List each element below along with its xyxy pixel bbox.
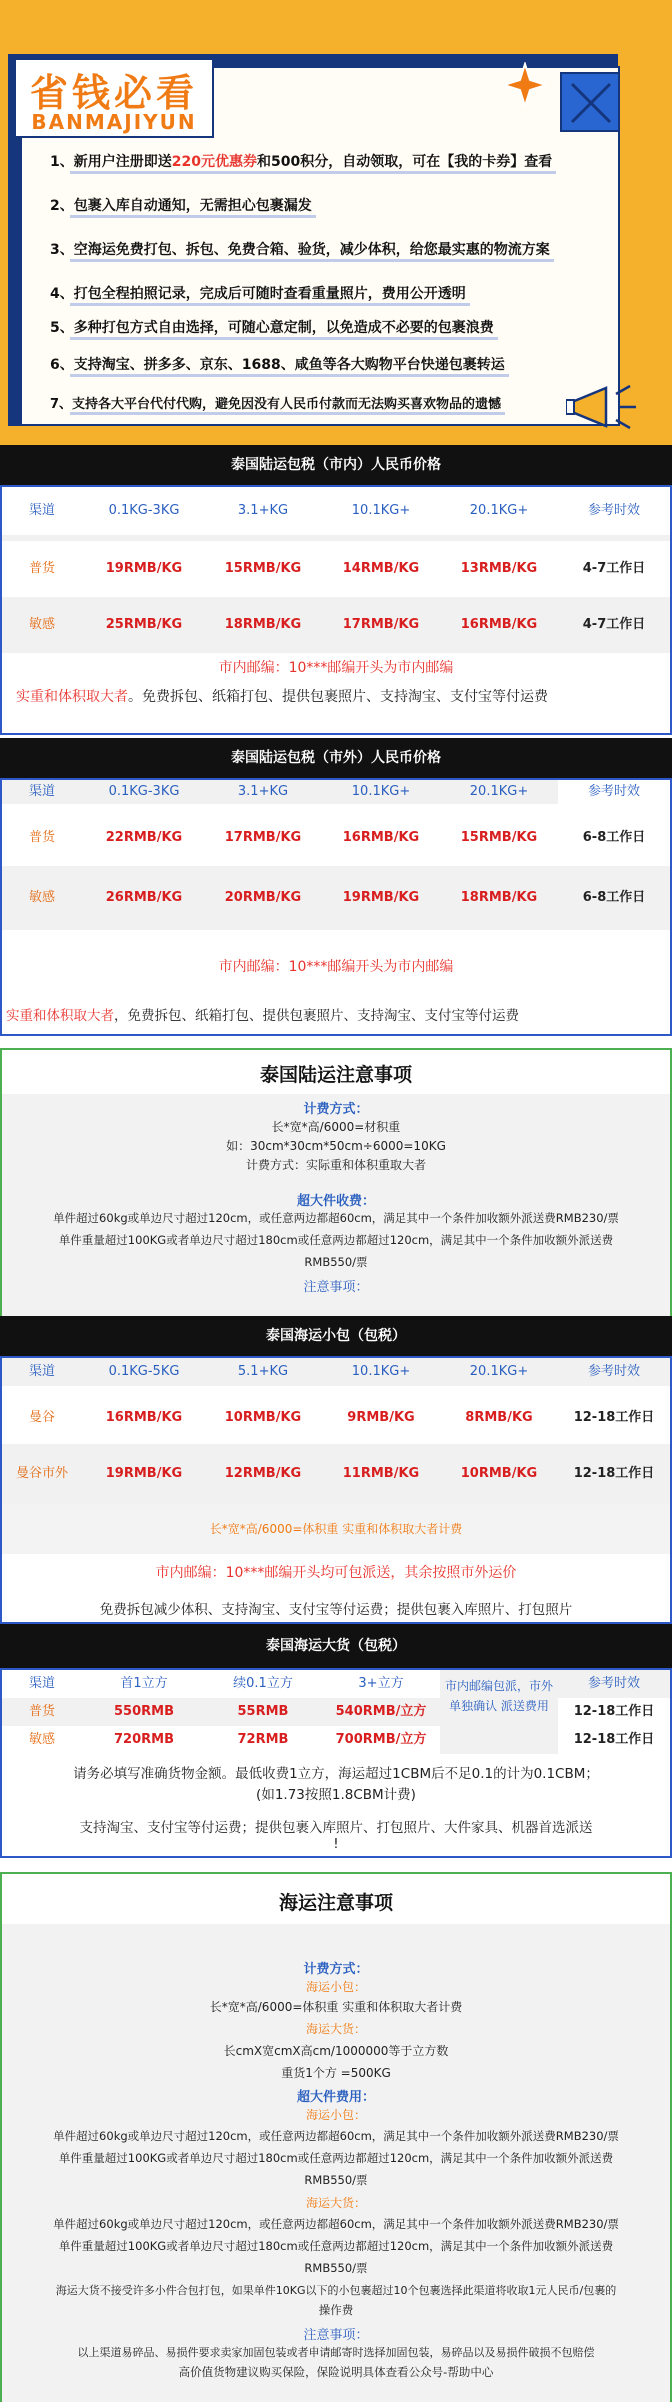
banner-bottom-bar (0, 434, 672, 445)
table-row: 普货 22RMB/KG 17RMB/KG 16RMB/KG 15RMB/KG 6-8工作日 (28, 830, 646, 845)
feature-1: 1、新用户注册即送220元优惠券和500积分，自动领取，可在【我的卡券】查看 (50, 151, 552, 171)
service-note: 实重和体积取大者，免费拆包、纸箱打包、提供包裹照片、支持淘宝、支付宝等付运费 (6, 1008, 519, 1024)
logo (14, 58, 214, 138)
feature-5: 5、多种打包方式自由选择，可随心意定制，以免造成不必要的包裹浪费 (50, 317, 494, 337)
table-row: 曼谷 16RMB/KG 10RMB/KG 9RMB/KG 8RMB/KG 12-18工作日 (28, 1410, 655, 1425)
sparkle-star-icon (502, 62, 548, 108)
logo-en: BANMAJIYUN (31, 110, 197, 134)
sea-small-title: 泰国海运小包（包税） (0, 1316, 672, 1356)
logo-cn: 省钱必看 (29, 71, 198, 115)
feature-2: 2、包裹入库自动通知，无需担心包裹漏发 (50, 195, 312, 215)
table-row: 普货 550RMB 55RMB 540RMB/立方 (2, 1698, 440, 1726)
close-icon (560, 72, 620, 132)
land-in-title: 泰国陆运包税（市内）人民币价格 (0, 445, 672, 485)
postcode-note: 市内邮编：10***邮编开头为市内邮编 (218, 959, 454, 975)
feature-4: 4、打包全程拍照记录，完成后可随时查看重量照片，费用公开透明 (50, 283, 466, 303)
merged-note: 市内邮编包派，市外单独确认 派送费用 (440, 1670, 558, 1754)
table-row: 敏感 26RMB/KG 20RMB/KG 19RMB/KG 18RMB/KG 6-8工作日 (2, 866, 670, 930)
sea-notes-panel: 海运注意事项 计费方式： 海运小包： 长*宽*高/6000=体积重 实重和体积取大者计费 海运大货： 长cmX宽cmX高cm/1000000等于立方数 重货1个方 =500KG 超大件费用： 海运小包： 单件超过60kg或单边尺寸超过120cm，或任意两边都超60cm，满足其中一个条件加收额外派送费RMB230/票 单件重量超过100KG或者单边尺寸超过180cm或任意两边都超过120cm，满足其中一个条件加收额外派送费 RMB550/票 海运大货： 单件超过60kg或单边尺寸超过120cm，或任意两边都超60cm，满足其中一个条件加收额外派送费RMB230/票 单件重量超过100KG或者单边尺寸超过180cm或任意两边都超过120cm，满足其中一个条件加收额外派送费 RMB550/票 海运大货不接受许多小件合包打包，如果单件10KG以下的小包裹超过10个包裹选择此渠道将收取1元人民币/包裹的 操作费 注意事项： 以上渠道易碎品、易损件要求卖家加固包装或者申请邮寄时选择加固包装，易碎品以及易损件破损不包赔偿 高价值货物建议购买保险，保险说明具体查看公众号-帮助中心 (0, 1872, 672, 2402)
table-header: 渠道 0.1KG-3KG 3.1+KG 10.1KG+ 20.1KG+ 参考时效 (28, 503, 640, 518)
feature-7: 7、支持各大平台代付代购，避免因没有人民币付款而无法购买喜欢物品的遗憾 (50, 393, 501, 412)
table-header: 渠道 0.1KG-5KG 5.1+KG 10.1KG+ 20.1KG+ 参考时效 (2, 1358, 670, 1386)
table-header: 渠道 首1立方 续0.1立方 3+立方 参考时效 (2, 1670, 670, 1698)
table-row: 敏感 25RMB/KG 18RMB/KG 17RMB/KG 16RMB/KG 4-7工作日 (2, 597, 670, 653)
land-in-table (0, 485, 672, 735)
land-notes-title: 泰国陆运注意事项 (259, 1064, 412, 1086)
promo-banner (0, 0, 672, 445)
table-row: 曼谷市外 19RMB/KG 12RMB/KG 11RMB/KG 10RMB/KG 12-18工作日 (2, 1444, 670, 1504)
service-note: 免费拆包减少体积、支持淘宝、支付宝等付运费；提供包裹入库照片、打包照片 (99, 1602, 573, 1618)
feature-6: 6、支持淘宝、拼多多、京东、1688、咸鱼等各大购物平台快递包裹转运 (50, 354, 505, 374)
land-out-title: 泰国陆运包税（市外）人民币价格 (0, 738, 672, 778)
postcode-note: 市内邮编：10***邮编开头为市内邮编 (218, 660, 454, 676)
postcode-note: 市内邮编：10***邮编开头均可包派送，其余按照市外运价 (155, 1565, 517, 1581)
land-notes-panel: 泰国陆运注意事项 计费方式： 长*宽*高/6000=材积重 如：30cm*30cm*50cm÷6000=10KG 计费方式：实际重和体积重取大者 超大件收费： 单件超过60kg或单边尺寸超过120cm，或任意两边都超60cm，满足其中一个条件加收额外派送费RMB230/票 单件重量超过100KG或者单边尺寸超过180cm或任意两边都超过120cm，满足其中一个条件加收额外派送费 RMB550/票 注意事项： (0, 1048, 672, 1316)
feature-3: 3、空海运免费打包、拆包、免费合箱、验货，减少体积，给您最实惠的物流方案 (50, 239, 550, 259)
formula-note: 长*宽*高/6000=体积重 实重和体积取大者计费 (2, 1504, 670, 1554)
table-row: 普货 19RMB/KG 15RMB/KG 14RMB/KG 13RMB/KG 4-7工作日 (28, 561, 646, 576)
sea-big-table: 渠道 首1立方 续0.1立方 3+立方 参考时效 市内邮编包派，市外单独确认 派送费用 普货 550RMB 55RMB 540RMB/立方 12-18工作日 敏感 720RMB 72RMB 700RMB/立方 12-18工作日 请务必填写准确货物金额。最低收费1立方，海运超过1CBM后不足0.1的计为0.1CBM； (如1.73按照1.8CBM计费) 支持淘宝、支付宝等付运费；提供包裹入库照片、打包照片、大件家具、机器首选派送 ! (0, 1668, 672, 1858)
table-header: 渠道 0.1KG-3KG 3.1+KG 10.1KG+ 20.1KG+ 参考时效 (2, 780, 670, 804)
service-note: 实重和体积取大者。免费拆包、纸箱打包、提供包裹照片、支持淘宝、支付宝等付运费 (16, 689, 548, 705)
megaphone-icon (566, 380, 646, 434)
land-out-table (0, 778, 672, 1036)
sea-big-title: 泰国海运大货（包税） (0, 1624, 672, 1668)
sea-small-table (0, 1356, 672, 1624)
sea-notes-title: 海运注意事项 (278, 1892, 393, 1914)
table-row: 敏感 720RMB 72RMB 700RMB/立方 (28, 1732, 427, 1747)
